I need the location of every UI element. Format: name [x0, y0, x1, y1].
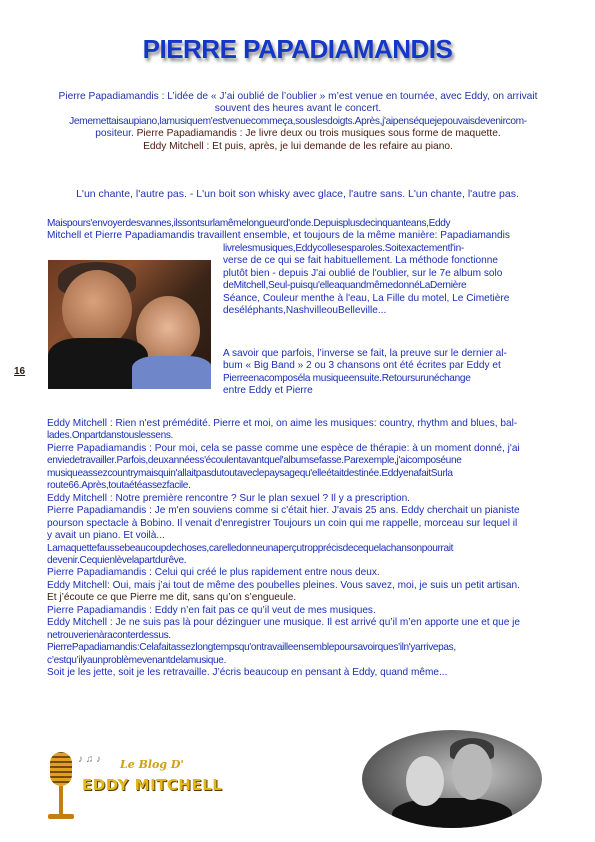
photo-pierre-and-eddy — [48, 260, 211, 389]
dialogue-block — [47, 418, 557, 680]
dialogue-line: Pierre Papadiamandis : Pour moi, cela se passe comme une espèce de thérapie: à un moment donné, j'ai — [47, 442, 520, 454]
tagline: L'un chante, l'autre pas. - L'un boit son whisky avec glace, l'autre sans. L'un chante, l'autre pas. — [76, 188, 519, 200]
dialogue-line: Soit je les jette, soit je les retravaille. J’écris beaucoup en pensant à Eddy, quand même... — [47, 667, 448, 679]
dialogue-line: Eddy Mitchell : Rien n'est prémédité. Pierre et moi, on aime les musiques: country, rhythm and blues, bal- — [47, 418, 518, 429]
text-line: A savoir que parfois, l’inverse se fait, la preuve sur le dernier al- — [223, 348, 507, 359]
intro-line — [18, 128, 578, 140]
dialogue-line: Lamaquettefaussebeaucoupdechoses,carelledonneunaperçutropprécisdecequelachansonpourrait — [47, 542, 454, 554]
dialogue-line: Eddy Mitchell : Je ne suis pas là pour dézinguer une musique. Il est arrivé qu’il m’en apporte une et que je — [47, 617, 520, 629]
photo-oval-duo — [362, 730, 542, 828]
dialogue-line: PierrePapadiamandis:Celafaitassezlongtempsqu'ontravailleensemblepoursavoirques'iln'yarrivepas, — [47, 642, 456, 654]
dialogue-line: pourson spectacle à Bobino. Il venait d'enregistrer Toujours un coin qui me rappelle, morceau sur lequel il — [47, 517, 518, 529]
intro-block — [18, 91, 578, 153]
intro-line: Jememettaisaupiano,lamusiquem'estvenuecommeça,souslesdoigts.Après,j'aipenséquejepouvaisdevenircom- — [69, 115, 527, 127]
text-line: Pierreenacomposéla musiqueensuite.Retoursurunéchange — [223, 372, 471, 384]
intro-line: Eddy Mitchell : Et puis, après, je lui demande de les refaire au piano. — [143, 140, 453, 152]
intro-line: Pierre Papadiamandis : L’idée de « J’ai oublié de l’oublier » m’est venue en tournée, avec Eddy, on arrivait — [58, 91, 538, 102]
logo-line-1: Le Blog D' — [120, 758, 184, 771]
dialogue-line: lades.Onpartdanstouslessens. — [47, 430, 173, 442]
dialogue-line: Eddy Mitchell: Oui, mais j’ai tout de même des poubelles pleines. Vous savez, moi, je suis un petit artisan. — [47, 579, 520, 591]
music-notes-icon: ♪ ♫ ♪ — [78, 754, 102, 765]
dialogue-line: c’estqu’ilyaunproblèmevenantdelamusique. — [47, 654, 227, 666]
text-line: deséléphants,NashvilleouBelleville... — [223, 305, 387, 317]
dialogue-line: route66.Après,toutaétéassezfacile. — [47, 480, 191, 492]
paragraph-wrap-2 — [223, 348, 558, 398]
logo-line-2: EDDY MITCHELL — [82, 776, 223, 794]
intro-line: souvent des heures avant le concert. — [214, 103, 382, 115]
page-title: PIERRE PAPADIAMANDIS — [142, 34, 453, 64]
text-line: plutôt bien - depuis J'ai oublié de l'oublier, sur le 7e album solo — [223, 267, 503, 279]
paragraph-wrap — [223, 243, 558, 318]
dialogue-line: netrouverienàraconterdessus. — [47, 629, 171, 641]
dialogue-line: musiqueassezcountrymaisquin'allaitpasdutoutaveclepaysagequ'elleétaitdestinée.EddyenafaitSurla — [47, 467, 453, 479]
paragraph-top — [47, 218, 557, 243]
dialogue-line: devenir.Cequienlèvelapartdurêve. — [47, 554, 187, 566]
text-line: Maispours'envoyerdesvannes,ilssontsurlamêmelongueurd'onde.Depuisplusdecinquanteans,Eddy — [47, 218, 451, 229]
dialogue-line: Pierre Papadiamandis : Eddy n’en fait pas ce qu’il veut de mes musiques. — [47, 604, 376, 616]
dialogue-line: Pierre Papadiamandis : Je m'en souviens comme si c'était hier. J'avais 25 ans. Eddy cherchait un pianiste — [47, 505, 520, 517]
dialogue-line: Et j’écoute ce que Pierre me dit, sans qu’on s’engueule. — [47, 592, 297, 604]
text-line: Séance, Couleur menthe à l'eau, La Fille du motel, Le Cimetière — [223, 292, 510, 304]
blog-logo — [42, 748, 223, 820]
dialogue-line: enviedetravailler.Parfois,deuxannéess'écoulentavantquel'albumsefasse.Parexemple,j'aicomposéune — [47, 455, 462, 467]
intro-text: Pierre Papadiamandis : Je livre deux ou trois musiques sous forme de maquette. — [136, 128, 501, 140]
text-line: verse de ce qui se fait habituellement. La méthode fonctionne — [223, 255, 498, 267]
text-line: bum « Big Band » 2 ou 3 chansons ont été écrites par Eddy et — [223, 360, 501, 372]
intro-text: positeur. — [95, 128, 137, 140]
text-line: livrelesmusiques,Eddycollesesparoles.Soitexactementl'in- — [223, 243, 464, 254]
text-line: entre Eddy et Pierre — [223, 385, 313, 397]
text-line: Mitchell et Pierre Papadiamandis travaillent ensemble, et toujours de la même manière: Papadiamandis — [47, 230, 510, 242]
dialogue-line: Eddy Mitchell : Notre première rencontre ? Sur le plan sexuel ? Il y a prescription. — [47, 492, 410, 504]
text-line: deMitchell,Seul-puisqu'elleaquandmêmedonnéLaDernière — [223, 280, 467, 292]
dialogue-line: Pierre Papadiamandis : Celui qui créé le plus rapidement entre nous deux. — [47, 567, 380, 579]
dialogue-line: y avait un piano. Et voilà... — [47, 530, 165, 542]
page-number: 16 — [14, 366, 26, 377]
